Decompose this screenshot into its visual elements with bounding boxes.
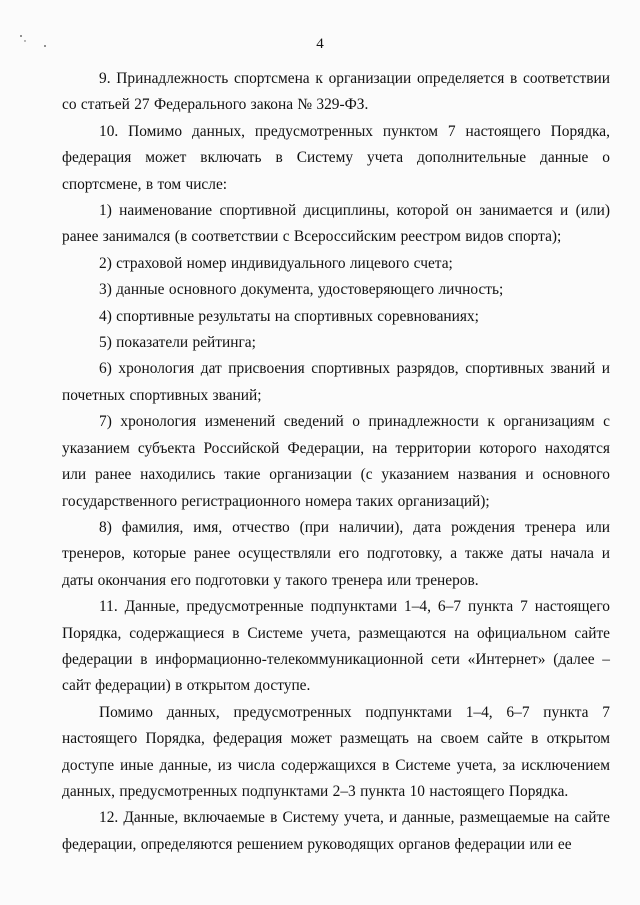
- list-item: 4) спортивные результаты на спортивных соревнованиях;: [99, 307, 479, 325]
- document-body: [62, 66, 610, 858]
- list-item: 7) хронология изменений сведений о принадлежности к организациям с указанием субъекта Российской Федерации, на территории которого находятся или ранее находились такие организации (с указанием названия и основного государственного регистрационного номера таких организаций);: [62, 413, 610, 510]
- list-item: 5) показатели рейтинга;: [99, 334, 256, 352]
- list-item: 1) наименование спортивной дисциплины, которой он занимается и (или) ранее занимался (в соответствии с Всероссийским реестром видов спорта);: [62, 202, 610, 246]
- paragraph: 10. Помимо данных, предусмотренных пунктом 7 настоящего Порядка, федерация может включать в Систему учета дополнительные данные о спортсмене, в том числе:: [62, 122, 610, 193]
- paragraph: 9. Принадлежность спортсмена к организации определяется в соответствии со статьей 27 Федерального закона № 329-ФЗ.: [62, 70, 610, 114]
- page-number: 4: [316, 36, 324, 52]
- list-item: 6) хронология дат присвоения спортивных разрядов, спортивных званий и почетных спортивных званий;: [62, 360, 610, 404]
- paragraph: 11. Данные, предусмотренные подпунктами 1–4, 6–7 пункта 7 настоящего Порядка, содержащиеся в Системе учета, размещаются на официальном сайте федерации в информационно-телекоммуникационной сети «Интернет» (далее – сайт федерации) в открытом доступе.: [62, 598, 610, 695]
- list-item: 3) данные основного документа, удостоверяющего личность;: [99, 281, 504, 299]
- paragraph: Помимо данных, предусмотренных подпунктами 1–4, 6–7 пункта 7 настоящего Порядка, федерация может размещать на своем сайте в открытом доступе иные данные, из числа содержащихся в Системе учета, за исключением данных, предусмотренных подпунктами 2–3 пункта 10 настоящего Порядка.: [62, 703, 610, 800]
- paragraph: 12. Данные, включаемые в Систему учета, и данные, размещаемые на сайте федерации, определяются решением руководящих органов федерации или ее: [62, 809, 610, 853]
- list-item: 2) страховой номер индивидуального лицевого счета;: [99, 254, 453, 272]
- list-item: 8) фамилия, имя, отчество (при наличии), дата рождения тренера или тренеров, которые ранее осуществляли его подготовку, а также даты начала и даты окончания его подготовки у такого тренера или тренеров.: [62, 518, 610, 589]
